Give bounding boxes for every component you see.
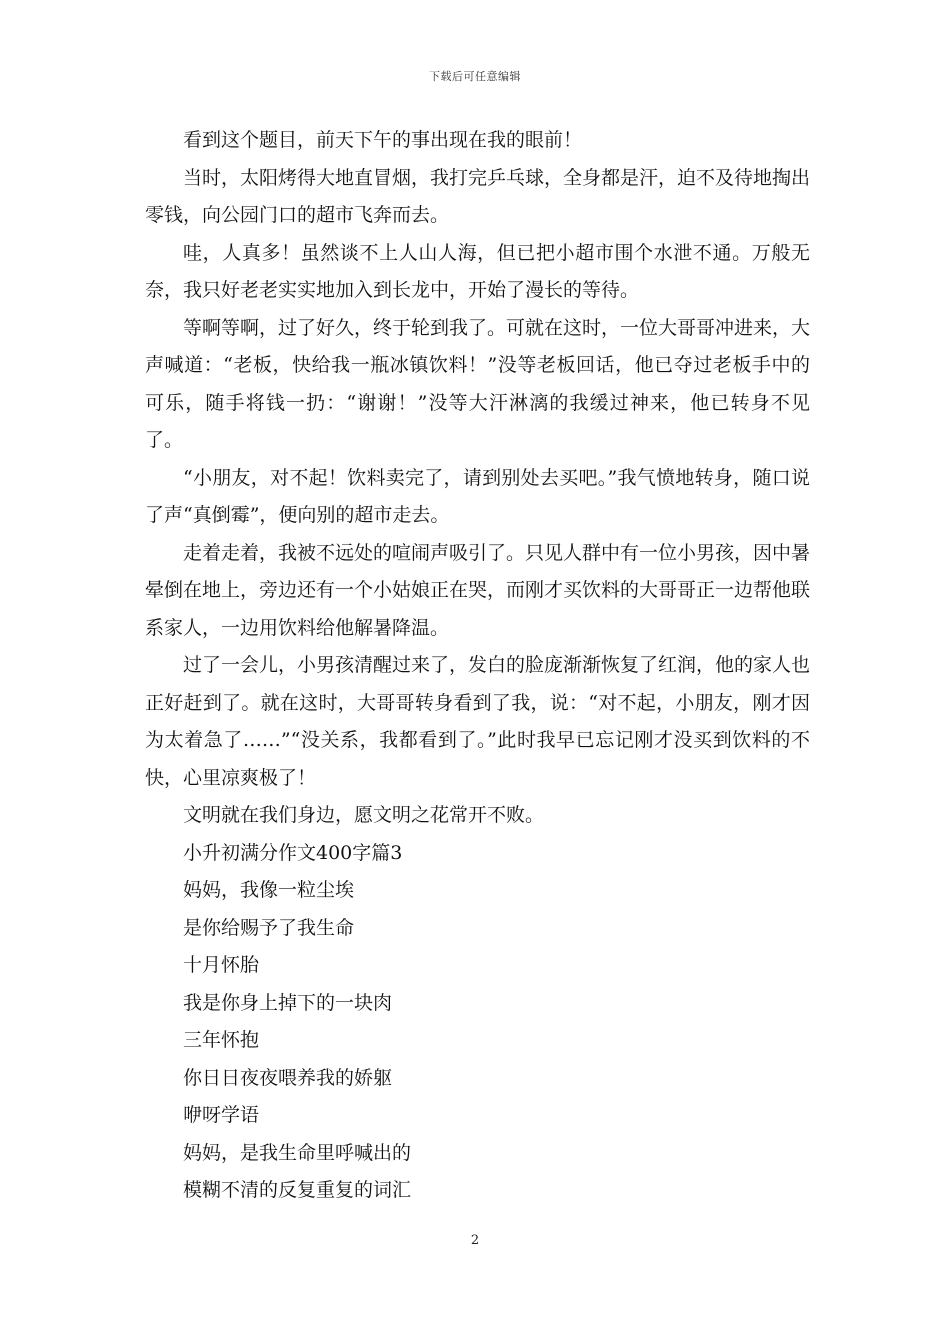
poem-line: 是你给赐予了我生命 xyxy=(183,916,355,939)
document-body xyxy=(145,122,810,1210)
poem-line: 你日日夜夜喂养我的娇躯 xyxy=(183,1066,393,1089)
poem-line: 我是你身上掉下的一块肉 xyxy=(183,991,393,1014)
section-heading: 小升初满分作文400字篇3 xyxy=(183,841,403,864)
paragraph: “小朋友，对不起！饮料卖完了，请到别处去买吧。”我气愤地转身，随口说了声“真倒霉”，便向别的超市走去。 xyxy=(145,466,810,526)
poem-line: 十月怀胎 xyxy=(183,954,260,976)
paragraph: 等啊等啊，过了好久，终于轮到我了。可就在这时，一位大哥哥冲进来，大声喊道：“老板，快给我一瓶冰镇饮料！”没等老板回话，他已夺过老板手中的可乐，随手将钱一扔：“谢谢！”没等大汗淋漓的我缓过神来，他已转身不见了。 xyxy=(145,316,811,451)
paragraph: 走着走着，我被不远处的喧闹声吸引了。只见人群中有一位小男孩，因中暑晕倒在地上，旁边还有一个小姑娘正在哭，而刚才买饮料的大哥哥正一边帮他联系家人，一边用饮料给他解暑降温。 xyxy=(145,541,811,639)
page-header: 下载后可任意编辑 xyxy=(429,70,521,83)
poem-line: 妈妈，我像一粒尘埃 xyxy=(183,879,355,901)
paragraph: 文明就在我们身边，愿文明之花常开不败。 xyxy=(183,804,545,826)
poem-line: 妈妈，是我生命里呼喊出的 xyxy=(183,1141,412,1164)
poem-line: 模糊不清的反复重复的词汇 xyxy=(183,1179,412,1201)
paragraph: 过了一会儿，小男孩清醒过来了，发白的脸庞渐渐恢复了红润，他的家人也正好赶到了。就在这时，大哥哥转身看到了我，说：“对不起，小朋友，刚才因为太着急了……”“没关系，我都看到了。”此时我早已忘记刚才没买到饮料的不快，心里凉爽极了！ xyxy=(145,654,811,789)
page-number: 2 xyxy=(470,1233,480,1248)
paragraph: 看到这个题目，前天下午的事出现在我的眼前！ xyxy=(183,129,583,151)
paragraph: 哇，人真多！虽然谈不上人山人海，但已把小超市围个水泄不通。万般无奈，我只好老老实实地加入到长龙中，开始了漫长的等待。 xyxy=(145,241,810,301)
poem-line: 三年怀抱 xyxy=(183,1029,260,1051)
poem-line: 咿呀学语 xyxy=(183,1104,260,1126)
paragraph: 当时，太阳烤得大地直冒烟，我打完乒乓球，全身都是汗，迫不及待地掏出零钱，向公园门口的超市飞奔而去。 xyxy=(145,166,811,226)
